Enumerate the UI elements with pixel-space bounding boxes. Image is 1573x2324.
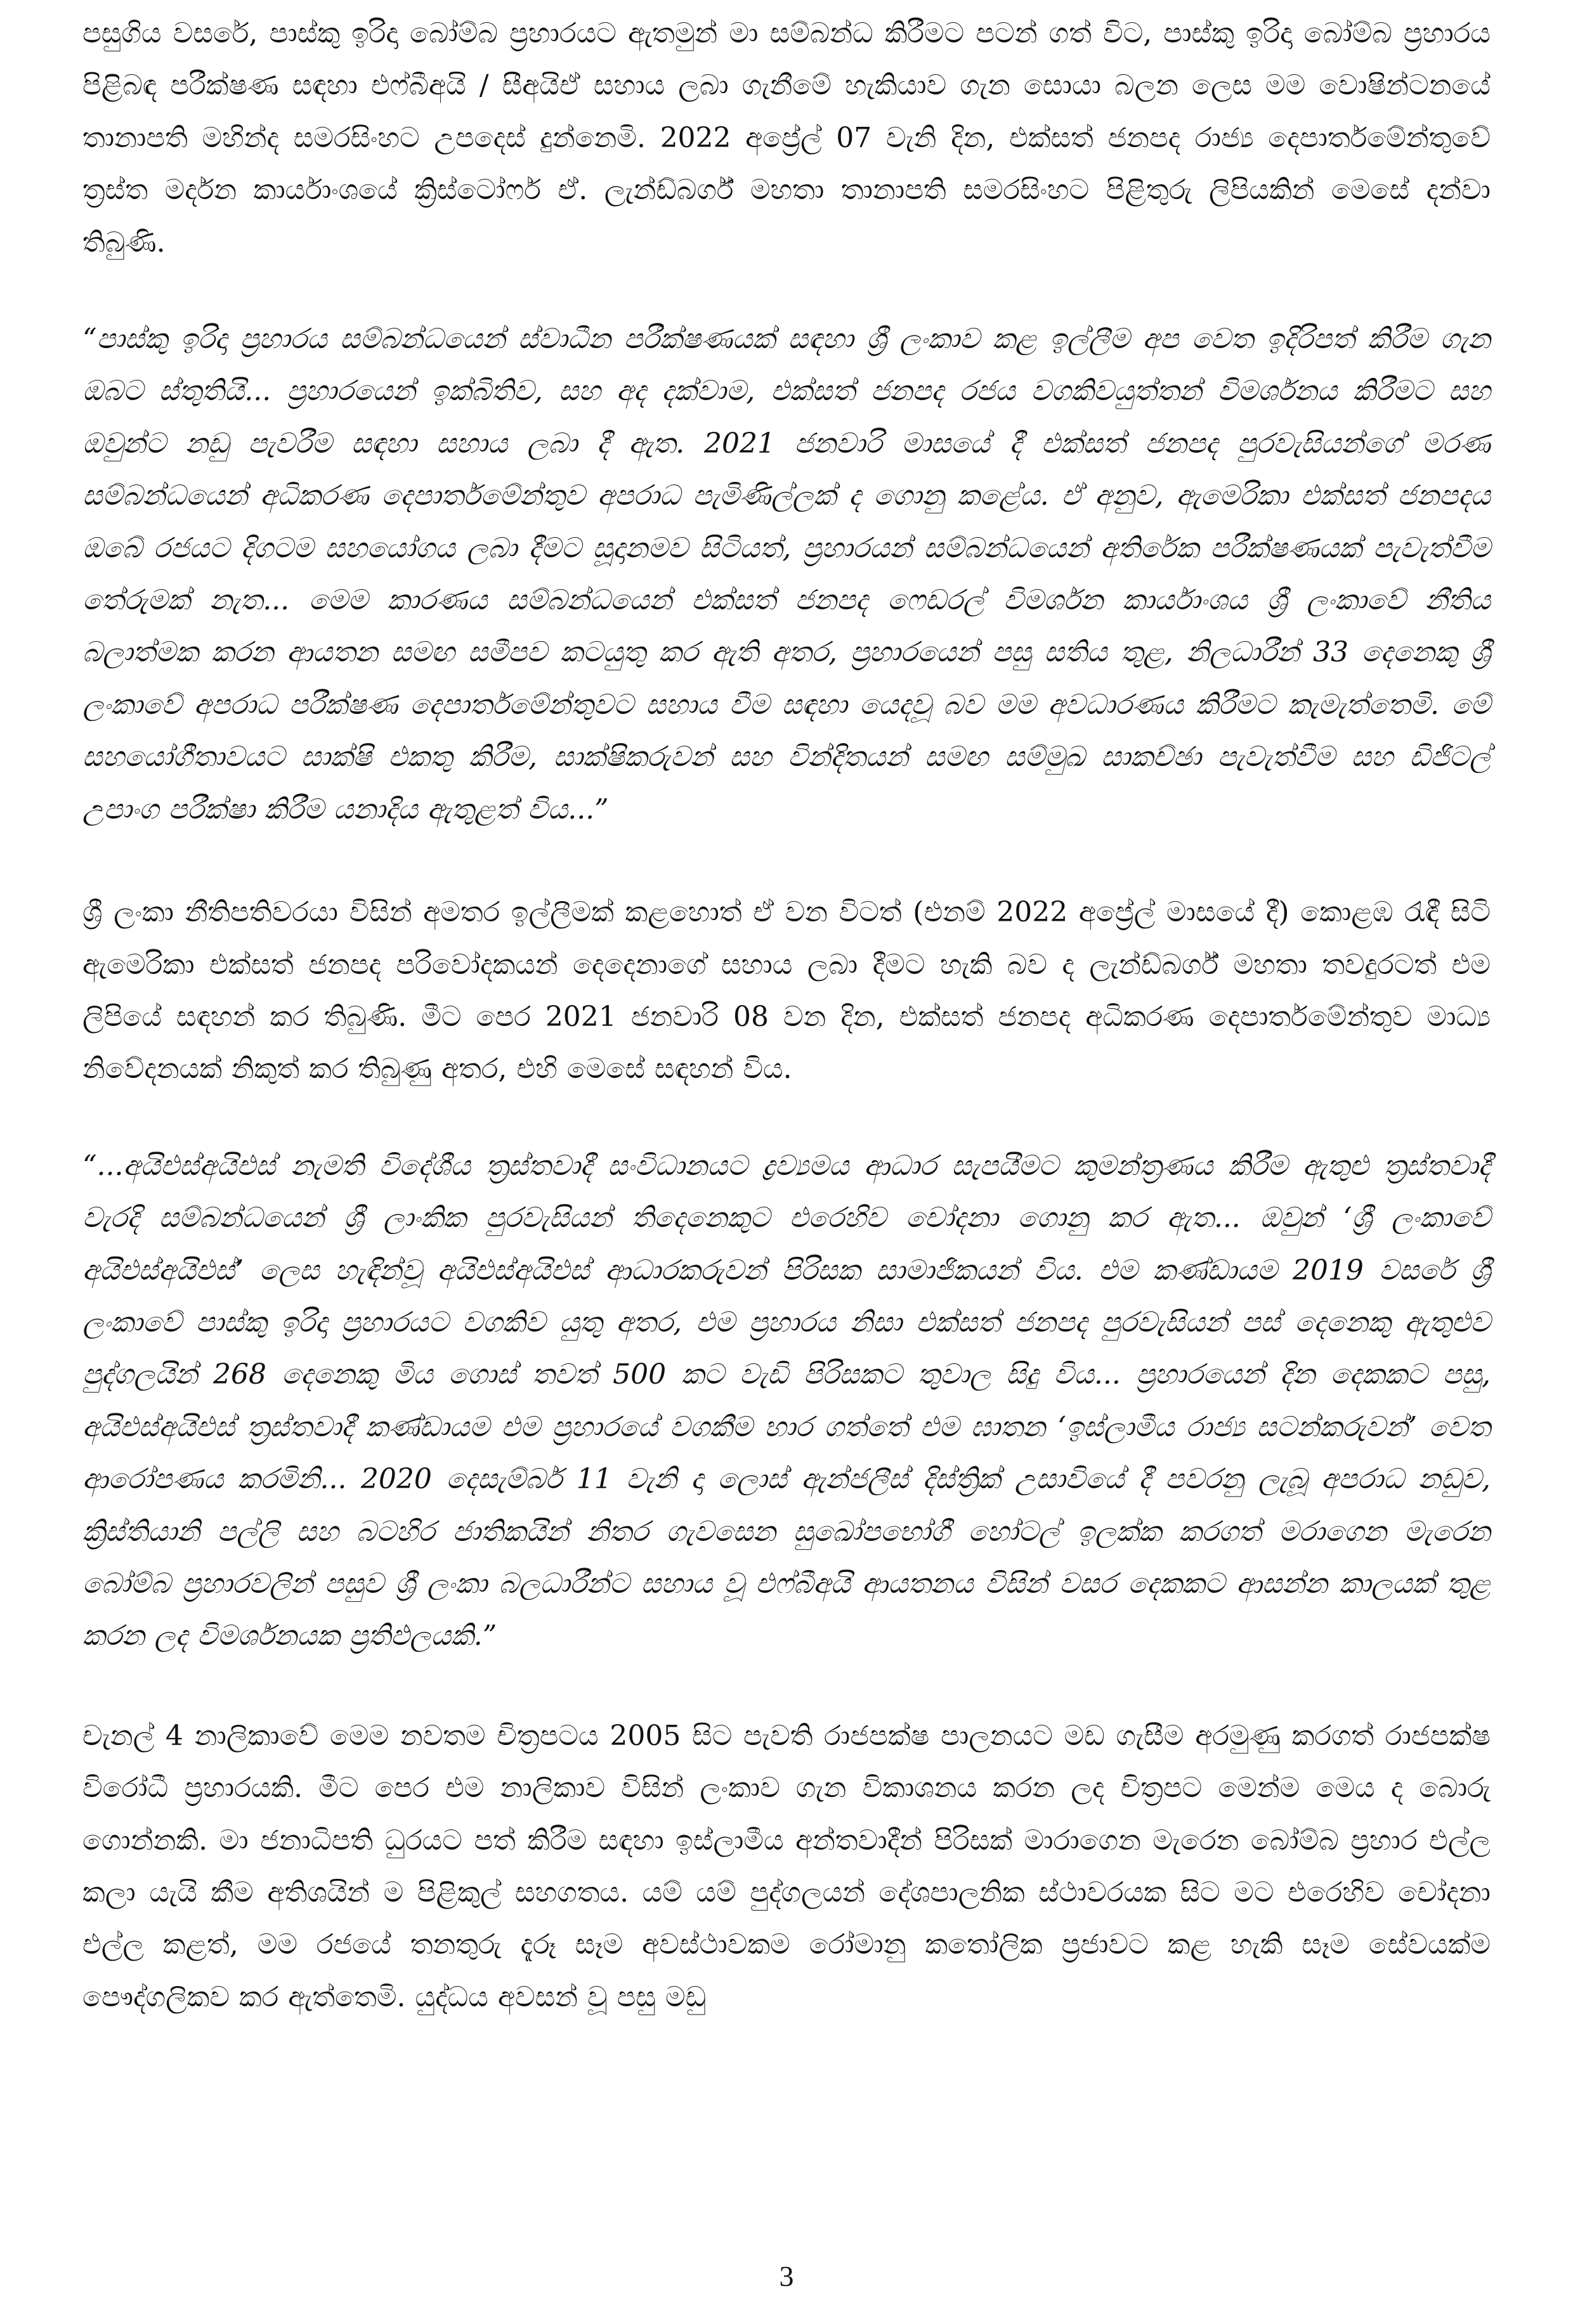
quote-landberg-letter: “පාස්කු ඉරිදා ප්‍රහාරය සම්බන්ධයෙන් ස්වාධීන පරීක්ෂණයක් සඳහා ශ්‍රී ලංකාව කළ ඉල්ලීම අප වෙත ඉදිරිපත් කිරීම ගැන ඔබට ස්තුතියි... ප්‍රහාරයෙන් ඉක්බිතිව, සහ අද දක්වාම, එක්සත් ජනපද රජය වගකිවයුත්තන් විමර්ශනය කිරීමට සහ ඔවුන්ට නඩු පැවරීම සඳහා සහාය ලබා දී ඇත. 2021 ජනවාරි මාසයේ දී එක්සත් ජනපද පුරවැසියන්ගේ මරණ සම්බන්ධයෙන් අධිකරණ දෙපාර්තමේන්තුව අපරාධ පැමිණිල්ලක් ද ගොනු කළේය. ඒ අනුව, ඇමෙරිකා එක්සත් ජනපදය ඔබේ රජයට දිගටම සහයෝගය ලබා දීමට සූදානමව සිටියත්, ප්‍රහාරයන් සම්බන්ධයෙන් අතිරේක පරීක්ෂණයක් පැවැත්වීම තේරුමක් නැත... මෙම කාරණය සම්බන්ධයෙන් එක්සත් ජනපද ෆෙඩරල් විමර්ශන කාර්යාංශය ශ්‍රී ලංකාවේ නීතිය බලාත්මක කරන ආයතන සමඟ සමීපව කටයුතු කර ඇති අතර, ප්‍රහාරයෙන් පසු සතිය තුළ, නිලධාරීන් 33 දෙනෙකු ශ්‍රී ලංකාවේ අපරාධ පරීක්ෂණ දෙපාර්තමේන්තුවට සහාය වීම සඳහා යෙදවූ බව මම අවධාරණය කිරීමට කැමැත්තෙමි. මේ සහයෝගීතාවයට සාක්ෂි එකතු කිරීම, සාක්ෂිකරුවන් සහ වින්දිතයන් සමඟ සම්මුඛ සාකච්ඡා පැවැත්වීම සහ ඩිජිටල් උපාංග පරීක්ෂා කිරීම යනාදිය ඇතුළත් විය...” (82, 323, 1491, 826)
paragraph-intro: පසුගිය වසරේ, පාස්කු ඉරිදා බෝම්බ ප්‍රහාරයට ඇතමුන් මා සම්බන්ධ කිරීමට පටන් ගත් විට, පාස්කු ඉරිදා බෝම්බ ප්‍රහාරය පිළිබඳ පරීක්ෂණ සඳහා එෆ්බීඅයි / සීඅයිඒ සහාය ලබා ගැනීමේ හැකියාව ගැන සොයා බලන ලෙස මම වොෂින්ටනයේ තානාපති මහින්ද සමරසිංහට උපදෙස් දුන්නෙමි. 2022 අප්‍රේල් 07 වැනි දින, එක්සත් ජනපද රාජ්‍ය දෙපාර්තමේන්තුවේ ත්‍රස්ත මර්දන කාර්යාංශයේ ක්‍රිස්ටෝෆර් ඒ. ලැන්ඩ්බර්ග් මහතා තානාපති සමරසිංහට පිළිතුරු ලිපියකින් මෙසේ දන්වා තිබුණි. (82, 17, 1491, 259)
paragraph-channel-4: චැනල් 4 නාලිකාවේ මෙම නවතම චිත්‍රපටය 2005 සිට පැවති රාජපක්ෂ පාලනයට මඩ ගැසීම අරමුණු කරගත් රාජපක්ෂ විරෝධී ප්‍රහාරයකි. මීට පෙර එම නාලිකාව විසින් ලංකාව ගැන විකාශනය කරන ලද චිත්‍රපට මෙන්ම මෙය ද බොරු ගොන්නකි. මා ජනාධිපති ධුරයට පත් කිරීම සඳහා ඉස්ලාමීය අන්තවාදීන් පිරිසක් මාරාගෙන මැරෙන බෝම්බ ප්‍රහාර එල්ල කලා යැයි කීම අතිශයින් ම පිළිකුල් සහගතය. යම් යම් පුද්ගලයන් දේශපාලනික ස්ථාවරයක සිට මට එරෙහිව චෝදනා එල්ල කළත්, මම රජයේ තනතුරු දැරූ සෑම අවස්ථාවකම රෝමානු කතෝලික ප්‍රජාවට කළ හැකි සෑම සේවයක්ම පෞද්ගලිකව කර ඇත්තෙමි. යුද්ධය අවසන් වූ පසු මඩු (82, 1719, 1491, 2013)
page-number: 3 (779, 2260, 794, 2292)
quote-doj-press-release: “...අයිඑස්අයිඑස් නැමති විදේශීය ත්‍රස්තවාදී සංවිධානයට ද්‍රව්‍යමය ආධාර සැපයීමට කුමන්ත්‍රණය කිරීම ඇතුළු ත්‍රස්තවාදී වැරදි සම්බන්ධයෙන් ශ්‍රී ලාංකික පුරවැසියන් තිදෙනෙකුට එරෙහිව චෝදනා ගොනු කර ඇත... ඔවුන් ‘ශ්‍රී ලංකාවේ අයිඑස්අයිඑස්’ ලෙස හැඳින්වූ අයිඑස්අයිඑස් ආධාරකරුවන් පිරිසක සාමාජිකයන් විය. එම කණ්ඩායම 2019 වසරේ ශ්‍රී ලංකාවේ පාස්කු ඉරිදා ප්‍රහාරයට වගකිව යුතු අතර, එම ප්‍රහාරය නිසා එක්සත් ජනපද පුරවැසියන් පස් දෙනෙකු ඇතුළුව පුද්ගලයින් 268 දෙනෙකු මිය ගොස් තවත් 500 කට වැඩි පිරිසකට තුවාල සිදු විය... ප්‍රහාරයෙන් දින දෙකකට පසු, අයිඑස්අයිඑස් ත්‍රස්තවාදී කණ්ඩායම එම ප්‍රහාරයේ වගකීම භාර ගත්තේ එම ඝාතන ‘ඉස්ලාමීය රාජ්‍ය සටන්කරුවන්’ වෙත ආරෝපණය කරමිනි... 2020 දෙසැම්බර් 11 වැනි දා ලොස් ඇන්ජලීස් දිස්ත්‍රික් උසාවියේ දී පවරනු ලැබූ අපරාධ නඩුව, ක්‍රිස්තියානි පල්ලි සහ බටහිර ජාතිකයින් නිතර ගැවසෙන සුඛෝපභෝගී හෝටල් ඉලක්ක කරගත් මරාගෙන මැරෙන බෝම්බ ප්‍රහාරවලින් පසුව ශ්‍රී ලංකා බලධාරීන්ට සහාය වූ එෆ්බීඅයි ආයතනය විසින් වසර දෙකකට ආසන්න කාලයක් තුළ කරන ලද විමර්ශනයක ප්‍රතිඵලයකි.” (82, 1149, 1491, 1652)
paragraph-attorney-general: ශ්‍රී ලංකා නීතිපතිවරයා විසින් අමතර ඉල්ලීමක් කළහොත් ඒ වන විටත් (එනම් 2022 අප්‍රේල් මාසයේ දී) කොළඹ රැඳී සිටි ඇමෙරිකා එක්සත් ජනපද පරිවෝදකයන් දෙදෙනාගේ සහාය ලබා දීමට හැකි බව ද ලැන්ඩ්බර්ග් මහතා තවදුරටත් එම ලිපියේ සඳහන් කර තිබුණි. මීට පෙර 2021 ජනවාරි 08 වන දින, එක්සත් ජනපද අධිකරණ දෙපාර්තමේන්තුව මාධ්‍ය නිවේදනයක් නිකුත් කර තිබුණු අතර, එහි මෙසේ සඳහන් විය. (82, 896, 1491, 1086)
